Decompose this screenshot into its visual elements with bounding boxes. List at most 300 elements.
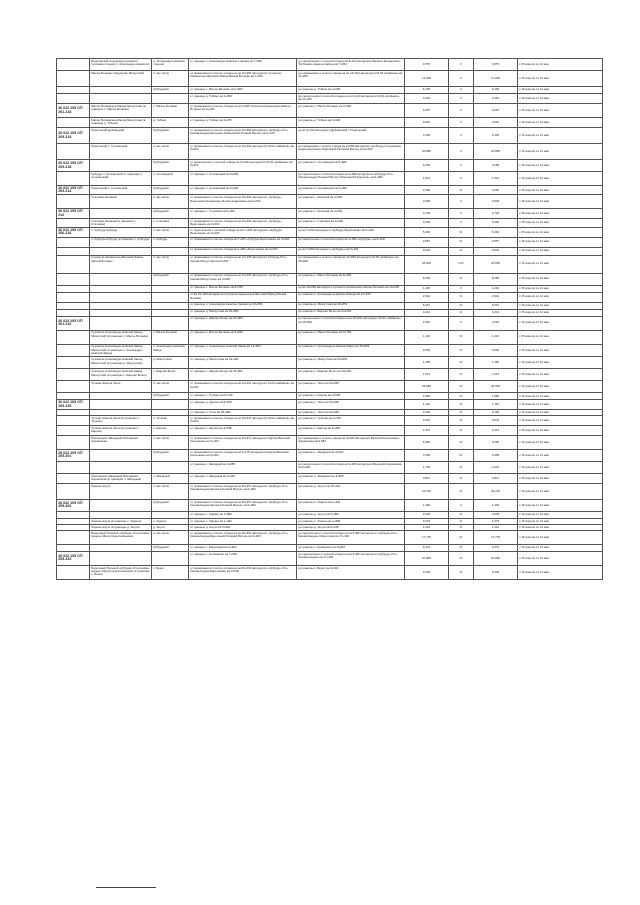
row-start-cell: от границы п. Карпов км 5+368 xyxy=(189,400,297,409)
row-category-cell: V xyxy=(449,104,474,118)
row-length-cell: 5,001 xyxy=(405,302,449,309)
row-end-cell: до границы с. Зелёный км 3+590 xyxy=(297,209,405,218)
row-period-cell: с 15 апреля по 14 мая xyxy=(518,483,603,499)
row-end-cell: до пересечения с полосой отвода на км 9+867 автодороги «Кубрудь-Усть-Кишма-Кыдна» км 17+400 xyxy=(297,551,405,565)
row-length-restricted-cell: 10,885 xyxy=(474,144,518,160)
row-name-cell xyxy=(90,87,152,94)
row-start-cell: от границы с. Харино км 1+492 xyxy=(189,518,297,524)
row-code-cell xyxy=(57,544,90,551)
row-start-cell: от примыкания к полосе отвода на км 29+303 автодороги «Кубрудь-Усть-Кишма-Кыдна-Береговый-Полевой Волок» км 0+000 xyxy=(189,530,297,544)
row-code-cell xyxy=(57,255,90,273)
row-territory-cell: с. Малое Ботаево xyxy=(152,104,189,118)
row-length-cell: 26,984 xyxy=(405,381,449,393)
row-territory-cell: Кубрудский xyxy=(152,128,189,144)
row-territory-cell: в том числе xyxy=(152,71,189,87)
row-territory-cell: Кубрудский xyxy=(152,209,189,218)
row-end-cell: до границы с. Харино км 1+492 xyxy=(297,499,405,511)
row-period-cell: с 15 апреля по 14 мая xyxy=(518,292,603,302)
row-length-cell: 3,948 xyxy=(405,195,449,209)
row-code-cell xyxy=(57,292,90,302)
row-period-cell: с 15 апреля по 14 мая xyxy=(518,118,603,128)
row-code-cell xyxy=(57,247,90,255)
row-length-cell: 26,836 xyxy=(405,255,449,273)
row-length-restricted-cell: 4,213 xyxy=(474,309,518,316)
row-category-cell: IV xyxy=(449,435,474,449)
row-name-cell xyxy=(90,309,152,316)
row-code-cell xyxy=(57,144,90,160)
row-period-cell: с 15 апреля по 14 мая xyxy=(518,357,603,369)
row-length-cell: 1,213 xyxy=(405,369,449,381)
row-start-cell: от границы п. Соловецкий км 9+800 xyxy=(189,172,297,186)
row-length-restricted-cell: 9,283 xyxy=(474,160,518,172)
table-row xyxy=(57,316,603,330)
row-period-cell: с 15 апреля по 14 мая xyxy=(518,186,603,195)
row-length-cell: 2,616 xyxy=(405,316,449,330)
row-period-cell: с 15 апреля по 14 мая xyxy=(518,237,603,247)
row-territory-cell: Кубрудский xyxy=(152,160,189,172)
row-name-cell: Харино-Анучи xyxy=(90,483,152,499)
table-row xyxy=(57,59,603,71)
row-length-cell: 16,216 xyxy=(405,483,449,499)
row-period-cell: с 15 апреля по 14 мая xyxy=(518,302,603,309)
row-name-cell xyxy=(90,449,152,461)
row-length-cell: 9,283 xyxy=(405,160,449,172)
row-length-cell: 3,359 xyxy=(405,449,449,461)
row-category-cell: V xyxy=(449,87,474,94)
row-name-cell xyxy=(90,511,152,518)
row-territory-cell: Кубрудский xyxy=(152,186,189,195)
row-territory-cell: в том числе xyxy=(152,530,189,544)
row-end-cell: до границы д. Анучи км 5+960 xyxy=(297,511,405,518)
table-row xyxy=(57,302,603,309)
row-period-cell: с 15 апреля по 14 мая xyxy=(518,144,603,160)
row-name-cell: Кубрудь п. Соловецкий (п. границах п. Соловецкий) xyxy=(90,172,152,186)
row-length-restricted-cell: 0,811 xyxy=(474,473,518,483)
row-name-cell: Сухиничи-Александро-Невский Завод-Мишутский (в границах п. Александро-Невский Завод) xyxy=(90,344,152,357)
row-end-cell: до границы с. Малое Ботаево км 8+283 xyxy=(297,273,405,285)
row-start-cell: от границы с. Тучково км 0+750 xyxy=(189,393,297,400)
row-period-cell: с 15 апреля по 14 мая xyxy=(518,94,603,104)
row-start-cell: от границы п. Тюли км 26+984 xyxy=(189,409,297,415)
row-territory-cell: Кубрудский xyxy=(152,449,189,461)
row-length-restricted-cell: 0,691 xyxy=(474,118,518,128)
row-length-cell: 10,882 xyxy=(405,551,449,565)
row-length-cell: 1,416 xyxy=(405,330,449,344)
row-code-cell xyxy=(57,565,90,579)
row-period-cell: с 15 апреля по 14 мая xyxy=(518,435,603,449)
row-length-cell: 0,811 xyxy=(405,473,449,483)
row-period-cell: с 15 апреля по 14 мая xyxy=(518,255,603,273)
table-row xyxy=(57,530,603,544)
row-territory-cell xyxy=(152,400,189,409)
row-period-cell: с 15 апреля по 14 мая xyxy=(518,273,603,285)
row-territory-cell: в том числе xyxy=(152,435,189,449)
row-end-cell: до примыкания к полосе отвода км 10+650 автодороги М-03 «Кабанов» км 26+836 xyxy=(297,255,405,273)
row-period-cell: с 15 апреля по 14 мая xyxy=(518,128,603,144)
row-territory-cell: в том числе xyxy=(152,228,189,237)
row-code-cell: 26 022 105 ОП 205-218 xyxy=(57,160,90,172)
row-length-restricted-cell: 1,216 xyxy=(474,524,518,530)
row-period-cell: с 15 апреля по 14 мая xyxy=(518,87,603,94)
row-start-cell: от границы д. Анучи км 5+960 xyxy=(189,524,297,530)
row-end-cell: до границы д. Анучи км 16+216 xyxy=(297,483,405,499)
row-start-cell: от пересечения с полосой отвода на км 7+225 автодороги «Кубрудь-Береговый» км 0+000 xyxy=(189,228,297,237)
row-length-restricted-cell: 26,984 xyxy=(474,381,518,393)
table-row xyxy=(57,160,603,172)
row-category-cell: V xyxy=(449,71,474,87)
row-length-restricted-cell: 2,060 xyxy=(474,186,518,195)
row-name-cell xyxy=(90,393,152,400)
row-name-cell xyxy=(90,499,152,511)
row-end-cell: до пересечения с полосой отвода км 0+000 автодороги Высокий-Апраксинка км 6+084 xyxy=(297,461,405,473)
row-period-cell: с 15 апреля по 14 мая xyxy=(518,518,603,524)
row-start-cell: от примыкания к полосе отвода на км 10+650 автодороги Сухиничи-Кременское-Высокий Завод-Малый Ботаево км 0+000 xyxy=(189,71,297,87)
row-start-cell: от границы с. Малое Ботаево км 8+783 xyxy=(189,285,297,292)
row-period-cell: с 15 апреля по 14 мая xyxy=(518,316,603,330)
table-row xyxy=(57,255,603,273)
table-row xyxy=(57,94,603,104)
row-length-restricted-cell: 9,474 xyxy=(474,544,518,551)
row-territory-cell: Кубрудский xyxy=(152,87,189,94)
row-start-cell: от границы с. Сталевка км 0+300 xyxy=(189,209,297,218)
row-end-cell: до границы с. Александро-Невская Завода км 12+970 xyxy=(297,292,405,302)
row-category-cell: V xyxy=(449,195,474,209)
row-code-cell: 26 022 105 ОП 206-216 xyxy=(57,228,90,237)
row-length-restricted-cell: 1,416 xyxy=(474,330,518,344)
row-length-restricted-cell: 1,360 xyxy=(474,357,518,369)
row-category-cell: V xyxy=(449,118,474,128)
row-category-cell: IV xyxy=(449,473,474,483)
row-end-cell: до границы с. Тюли км 26+984 xyxy=(297,381,405,393)
row-end-cell: до пересечения с полосой отвода на км 9+140 автодороги М-03 «Кабанов» км 11+265 xyxy=(297,94,405,104)
row-period-cell: с 15 апреля по 14 мая xyxy=(518,544,603,551)
row-end-cell: до пересечения с полосой отвода км 1+000 «Кубрудь» км 5+109 xyxy=(297,237,405,247)
table-row xyxy=(57,186,603,195)
table-row xyxy=(57,218,603,227)
row-start-cell: от границы п. Александро-Невское станция км 7+026 xyxy=(189,59,297,71)
row-category-cell: IV xyxy=(449,247,474,255)
table-row xyxy=(57,551,603,565)
row-territory-cell: в том числе xyxy=(152,381,189,393)
table-row xyxy=(57,237,603,247)
row-length-restricted-cell: 3,729 xyxy=(474,209,518,218)
row-period-cell: с 15 апреля по 14 мая xyxy=(518,400,603,409)
table-row xyxy=(57,511,603,518)
row-category-cell: IV xyxy=(449,273,474,285)
row-category-cell: V xyxy=(449,94,474,104)
row-name-cell: Сталевка-Зелёный (в границах с. Сталевка) xyxy=(90,218,152,227)
row-period-cell: с 15 апреля по 14 мая xyxy=(518,344,603,357)
row-end-cell: до границы д. Мишутская км 20+851 xyxy=(297,302,405,309)
row-length-restricted-cell: 5,464 xyxy=(474,228,518,237)
row-start-cell: от границы п. Александро-Невский Завод км 12+963 xyxy=(189,344,297,357)
table-row xyxy=(57,273,603,285)
row-territory-cell xyxy=(152,309,189,316)
row-end-cell: до км 7+650 автодороги «Кубрудь» км 5+464 xyxy=(297,247,405,255)
row-end-cell: до границы с. Тучково км 0+750 xyxy=(297,415,405,425)
row-length-restricted-cell: 1,492 xyxy=(474,499,518,511)
row-name-cell: Береговый-Полевой «Кубрудь-Усть-Кишма-Кыдна» Мишутская-Колмыково xyxy=(90,530,152,544)
row-code-cell xyxy=(57,71,90,87)
row-territory-cell: в том числе xyxy=(152,483,189,499)
row-end-cell: до примыкания к полосе отвода км 0+000 автодороги Высокий Колышкино-Апраксинка км 6,084 xyxy=(297,435,405,449)
row-name-cell xyxy=(90,94,152,104)
row-end-cell: до границы п. Звёздный км 3+855 xyxy=(297,473,405,483)
row-name-cell xyxy=(90,285,152,292)
row-length-restricted-cell: 0,524 xyxy=(474,247,518,255)
row-name-cell xyxy=(90,551,152,565)
row-name-cell: Береговый-Полевой «Кубрудь-Усть-Кишма-Кыдна» Мишутская-Колмыково (в границах с. Берег) xyxy=(90,565,152,579)
row-code-cell: 26 022 105 ОП 212 xyxy=(57,209,90,218)
row-territory-cell: п. Тучково xyxy=(152,415,189,425)
footer-divider xyxy=(96,887,156,888)
row-end-cell: до км 3+150 автодороги Дубовецкий с Подольский xyxy=(297,128,405,144)
row-end-cell: до границы д. Тобино км 3+946 xyxy=(297,118,405,128)
row-length-restricted-cell: 6,084 xyxy=(474,435,518,449)
road-register-table-wrapper xyxy=(56,58,602,580)
row-code-cell xyxy=(57,461,90,473)
row-name-cell xyxy=(90,461,152,473)
row-length-cell: 0,575 xyxy=(405,59,449,71)
row-start-cell: от границы с. Харино км 1+882 xyxy=(189,511,297,518)
row-category-cell: IV xyxy=(449,483,474,499)
row-start-cell: от границы п. Соловецкий км 0+000 xyxy=(189,186,297,195)
row-name-cell: Жилищный «Звёздный-Полярный» Апраксинка xyxy=(90,435,152,449)
row-length-restricted-cell: 0,575 xyxy=(474,59,518,71)
row-name-cell: Малое Ботаево-Свердлово-Мишутский xyxy=(90,71,152,87)
row-category-cell: V xyxy=(449,218,474,227)
row-end-cell: до границы с. Берег км 0+304 xyxy=(297,565,405,579)
row-period-cell: с 15 апреля по 14 мая xyxy=(518,393,603,400)
row-start-cell: от примыкания к полосе отвода км 7+225 «Кубрудь-Береговый» км 0+000 xyxy=(189,237,297,247)
table-row xyxy=(57,499,603,511)
row-category-cell: IV xyxy=(449,415,474,425)
row-territory-cell: с. Сталевка xyxy=(152,218,189,227)
row-length-cell: 1,216 xyxy=(405,524,449,530)
row-length-restricted-cell: 16,216 xyxy=(474,483,518,499)
row-name-cell: п. Кубрудь-Кубрудь (в границах п. Кубрудь) xyxy=(90,237,152,247)
row-category-cell: V xyxy=(449,316,474,330)
table-row xyxy=(57,357,603,369)
table-row xyxy=(57,565,603,579)
row-end-cell: до границы с. Тюли км 26+984 xyxy=(297,409,405,415)
row-name-cell xyxy=(90,544,152,551)
row-category-cell: IV xyxy=(449,292,474,302)
row-start-cell: от примыкания к полосе отвода на км 14+201 автодороги М-03 «Кабанов» км 0+000 xyxy=(189,381,297,393)
row-length-cell: 3,857 xyxy=(405,237,449,247)
row-code-cell xyxy=(57,330,90,344)
row-category-cell: IV xyxy=(449,551,474,565)
row-category-cell: IV xyxy=(449,449,474,461)
row-code-cell xyxy=(57,237,90,247)
row-length-restricted-cell: 8,283 xyxy=(474,273,518,285)
row-period-cell: с 15 апреля по 14 мая xyxy=(518,160,603,172)
row-territory-cell xyxy=(152,302,189,309)
row-category-cell: V xyxy=(449,59,474,71)
row-period-cell: с 15 апреля по 14 мая xyxy=(518,330,603,344)
row-code-cell: 25 022 105 ОП 205-201 xyxy=(57,449,90,461)
row-start-cell: от границы с. Шарово Бочко км 24+064 xyxy=(189,316,297,330)
row-start-cell: от границы с. Малое Ботаево км 8+283 xyxy=(189,330,297,344)
table-row xyxy=(57,128,603,144)
row-length-restricted-cell: 0,300 xyxy=(474,218,518,227)
row-start-cell: от пересечения с полосой отвода км 10+201 автодороги М-03 «Кабанов» км 0+000 xyxy=(189,160,297,172)
table-row xyxy=(57,473,603,483)
row-category-cell: IV xyxy=(449,565,474,579)
row-period-cell: с 15 апреля по 14 мая xyxy=(518,247,603,255)
row-category-cell: V xyxy=(449,499,474,511)
table-row xyxy=(57,415,603,425)
row-category-cell: V xyxy=(449,209,474,218)
row-length-restricted-cell: 5,001 xyxy=(474,302,518,309)
row-code-cell xyxy=(57,393,90,400)
row-length-cell: 0,159 xyxy=(405,409,449,415)
row-length-restricted-cell: 0,159 xyxy=(474,409,518,415)
row-end-cell: до пересечения с полосой отвода на км 15+201 автодороги М-03 «Кабанов» км 26+836 xyxy=(297,316,405,330)
row-length-restricted-cell: 0,479 xyxy=(474,518,518,524)
row-period-cell: с 15 апреля по 14 мая xyxy=(518,172,603,186)
row-length-cell: 6,105 xyxy=(405,87,449,94)
row-period-cell: с 15 апреля по 14 мая xyxy=(518,369,603,381)
row-end-cell: до примыкания к полосе отвода км 2+068 автодороги «Кубрудь-Усть-Кишма-Кыдна-Кирсанов-Тюменский-Полевой Волок» км 0+000 xyxy=(297,144,405,160)
row-category-cell: IV xyxy=(449,228,474,237)
row-period-cell: с 15 апреля по 14 мая xyxy=(518,381,603,393)
table-row xyxy=(57,144,603,160)
row-category-cell: IV xyxy=(449,518,474,524)
row-length-restricted-cell: 0,257 xyxy=(474,104,518,118)
row-end-cell: до границы с. Тюли км 26+984 xyxy=(297,400,405,409)
row-code-cell xyxy=(57,344,90,357)
row-length-cell: 1,360 xyxy=(405,357,449,369)
row-territory-cell xyxy=(152,292,189,302)
row-category-cell: IV xyxy=(449,357,474,369)
table-row xyxy=(57,172,603,186)
row-territory-cell: д. Тобино xyxy=(152,118,189,128)
row-length-cell: 6,084 xyxy=(405,435,449,449)
row-name-cell xyxy=(90,160,152,172)
row-name-cell xyxy=(90,247,152,255)
row-length-cell: 1,246 xyxy=(405,285,449,292)
row-category-cell: IV xyxy=(449,369,474,381)
row-code-cell xyxy=(57,87,90,94)
table-row xyxy=(57,393,603,400)
row-start-cell: от примыкания к полосе отвода на км 15+201 автодороги М-03 «Кабанов» км 0+000 xyxy=(189,144,297,160)
row-length-restricted-cell: 2,261 xyxy=(474,461,518,473)
table-row xyxy=(57,449,603,461)
row-length-restricted-cell: 0,976 xyxy=(474,415,518,425)
row-name-cell xyxy=(90,209,152,218)
row-length-restricted-cell: 26,836 xyxy=(474,255,518,273)
row-length-restricted-cell: 0,902 xyxy=(474,344,518,357)
row-period-cell: с 15 апреля по 14 мая xyxy=(518,425,603,435)
table-row xyxy=(57,118,603,128)
row-length-cell: 2,941 xyxy=(405,292,449,302)
row-territory-cell: с. Шарово Бочко xyxy=(152,369,189,381)
row-category-cell: IV xyxy=(449,302,474,309)
row-length-cell: 3,415 xyxy=(405,94,449,104)
row-period-cell: с 15 апреля по 14 мая xyxy=(518,209,603,218)
row-length-cell: 2,060 xyxy=(405,186,449,195)
row-name-cell: Берёзовский-Александро-Невская тепловая станция (г. Александро-Невского) xyxy=(90,59,152,71)
row-length-restricted-cell: 3,857 xyxy=(474,237,518,247)
row-code-cell: 26 022 105 ОП 205-233 xyxy=(57,551,90,565)
row-end-cell: до границы д. Анучи км 6+216 xyxy=(297,524,405,530)
row-end-cell: до пересечения с полосой отвода км 8+102 автодороги Брянск-Кременское-Трубчевск-граница района км 7+051 xyxy=(297,59,405,71)
table-row xyxy=(57,344,603,357)
row-territory-cell: Кубрудский xyxy=(152,544,189,551)
row-length-restricted-cell: 17,778 xyxy=(474,530,518,544)
row-territory-cell: п. Соловецкий xyxy=(152,172,189,186)
row-territory-cell: Кубрудский xyxy=(152,499,189,511)
row-length-restricted-cell: 3,948 xyxy=(474,195,518,209)
row-start-cell: от границы д. Тобино км 3+950 xyxy=(189,94,297,104)
table-row xyxy=(57,104,603,118)
row-end-cell: до границы с. Сталевка км 0+300 xyxy=(297,218,405,227)
row-length-cell: 0,330 xyxy=(405,565,449,579)
row-territory-cell: д. Мишутская xyxy=(152,357,189,369)
table-row xyxy=(57,292,603,302)
row-code-cell xyxy=(57,285,90,292)
row-name-cell: п. Кубрудь-Кубрудь xyxy=(90,228,152,237)
row-length-restricted-cell: 11,048 xyxy=(474,71,518,87)
row-name-cell: Сухиничи-Кременское-Высокий Завод-Малый Ботаево xyxy=(90,255,152,273)
row-name-cell: Тучково-Карпов-Тюли (в границах п. Тучково) xyxy=(90,415,152,425)
row-period-cell: с 15 апреля по 14 мая xyxy=(518,415,603,425)
row-start-cell: от границы д. Тобино км 3+075 xyxy=(189,118,297,128)
row-period-cell: с 15 апреля по 14 мая xyxy=(518,104,603,118)
row-period-cell: с 15 апреля по 14 мая xyxy=(518,218,603,227)
row-end-cell: до границы п. Соловецкий км 2+060 xyxy=(297,186,405,195)
row-end-cell: до границы с. Зелёный км 3+590 xyxy=(297,195,405,209)
row-territory-cell xyxy=(152,511,189,518)
row-period-cell: с 15 апреля по 14 мая xyxy=(518,565,603,579)
row-end-cell: до границы д. Тобино км 2+005 xyxy=(297,87,405,94)
row-length-cell: 0,691 xyxy=(405,118,449,128)
row-category-cell: IV xyxy=(449,409,474,415)
row-name-cell: Сухиничи-Александро-Невский Завод-Мишутский (в границах с. Малое Ботаево) xyxy=(90,330,152,344)
row-length-cell: 1,492 xyxy=(405,499,449,511)
row-start-cell: от примыкания к полосе отвода на км 0+000 Сухиничи-Кременское-Малое Ботаево км 0+225 xyxy=(189,104,297,118)
table-row xyxy=(57,425,603,435)
row-length-cell: 4,213 xyxy=(405,309,449,316)
row-territory-cell: с. Харино xyxy=(152,518,189,524)
row-start-cell: от примыкания к полосе отвода на км 29+207 автодороги «Кубрудь-Усть-Кишма-Кыдна-Карпов-Полевой Волок» км 0+000 xyxy=(189,499,297,511)
row-period-cell: с 15 апреля по 14 мая xyxy=(518,473,603,483)
table-row xyxy=(57,285,603,292)
row-length-cell: 1,512 xyxy=(405,172,449,186)
row-code-cell xyxy=(57,511,90,518)
row-start-cell: от примыкания к полосе отвода на км 14+225 автодороги «Кубрудь-Усть-Кишма-Мишутская» км 0+000 xyxy=(189,273,297,285)
table-row xyxy=(57,381,603,393)
row-category-cell: IV xyxy=(449,344,474,357)
row-category-cell: V xyxy=(449,144,474,160)
table-row xyxy=(57,309,603,316)
row-name-cell: Подольский с. Соловецкий xyxy=(90,186,152,195)
row-length-restricted-cell: 1,110 xyxy=(474,400,518,409)
table-row xyxy=(57,544,603,551)
row-start-cell: от примыкания к полосе отвода на км 10+550 автодороги «Кубрудь-Усть-Кишма-Кыдна-Кирсанов-Тюменский-Полевой Волок» км 0+125 xyxy=(189,128,297,144)
row-start-cell: от границы с. Береговый км 0+304 xyxy=(189,544,297,551)
row-length-cell: 10,885 xyxy=(405,144,449,160)
row-length-cell: 1,110 xyxy=(405,400,449,409)
row-start-cell: от примыкания к полосе отвода на км 29+207 автодороги «Кубрудь-Усть-Кишма-Кыдна-Карпов-Полевой Волок» км 0+000 xyxy=(189,483,297,499)
row-period-cell: с 15 апреля по 14 мая xyxy=(518,524,603,530)
table-row xyxy=(57,209,603,218)
row-length-cell: 1,856 xyxy=(405,393,449,400)
row-name-cell: Жилищный «Звёздный-Полярный» Апраксинка (в границах п. Звёздный) xyxy=(90,473,152,483)
row-territory-cell: п. Карпов xyxy=(152,425,189,435)
row-end-cell: до пересечения с полосой отвода км 2+068 автодороги «Кубрудь-Усть-Кишма-Кыдна-Полевой Волок-Тюменский-Подольск» км 0+000 xyxy=(297,172,405,186)
